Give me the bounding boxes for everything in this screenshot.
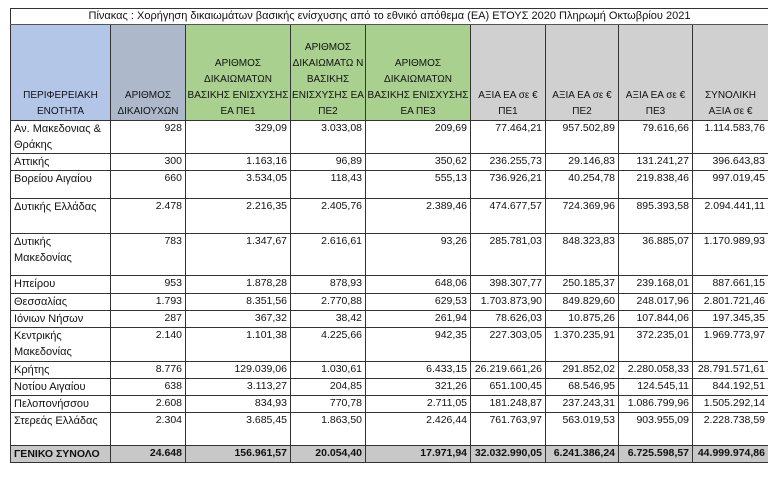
cell-value: 1.114.583,76	[693, 121, 768, 154]
total-label: ΓΕΝΙΚΟ ΣΥΝΟΛΟ	[11, 446, 111, 463]
total-value: 24.648	[111, 446, 186, 463]
cell-value: 8.776	[111, 362, 186, 379]
cell-value: 219.838,46	[619, 171, 693, 199]
cell-value: 2.228.738,59	[693, 413, 768, 446]
cell-value: 648,06	[366, 276, 471, 294]
title-row	[11, 9, 768, 25]
cell-value: 957.502,89	[546, 121, 619, 154]
header-row	[11, 25, 768, 121]
cell-value: 124.545,11	[619, 379, 693, 396]
cell-value: 761.763,97	[471, 413, 546, 446]
total-value: 6.725.598,57	[619, 446, 693, 463]
table-row	[11, 413, 768, 446]
cell-value: 638	[111, 379, 186, 396]
region-name: Αττικής	[11, 154, 111, 171]
cell-value: 563.019,53	[546, 413, 619, 446]
cell-value: 10.875,26	[546, 311, 619, 328]
cell-value: 321,26	[366, 379, 471, 396]
cell-value: 2.616,61	[291, 234, 366, 276]
cell-value: 1.863,50	[291, 413, 366, 446]
cell-value: 2.801.721,46	[693, 294, 768, 311]
cell-value: 849.829,60	[546, 294, 619, 311]
cell-value: 26.219.661,26	[471, 362, 546, 379]
cell-value: 28.791.571,61	[693, 362, 768, 379]
cell-value: 2.280.058,33	[619, 362, 693, 379]
cell-value: 38,42	[291, 311, 366, 328]
cell-value: 329,09	[186, 121, 291, 154]
cell-value: 372.235,01	[619, 328, 693, 362]
cell-value: 77.464,21	[471, 121, 546, 154]
cell-value: 2.389,46	[366, 199, 471, 234]
cell-value: 68.546,95	[546, 379, 619, 396]
cell-value: 887.661,15	[693, 276, 768, 294]
header-total-value: ΣΥΝΟΛΙΚΗ ΑΞΙΑ σε €	[693, 25, 768, 121]
cell-value: 3.113,27	[186, 379, 291, 396]
table-row	[11, 311, 768, 328]
cell-value: 209,69	[366, 121, 471, 154]
header-beneficiaries: ΑΡΙΘΜΟΣ ΔΙΚΑΙΟΥΧΩΝ	[111, 25, 186, 121]
cell-value: 4.225,66	[291, 328, 366, 362]
table-row	[11, 276, 768, 294]
cell-value: 997.019,45	[693, 171, 768, 199]
cell-value: 2.405,76	[291, 199, 366, 234]
total-value: 17.971,94	[366, 446, 471, 463]
region-name: Αν. Μακεδονιας & Θράκης	[11, 121, 111, 154]
region-name: Κεντρικής Μακεδονίας	[11, 328, 111, 362]
region-name: Στερεάς Ελλάδας	[11, 413, 111, 446]
cell-value: 107.844,06	[619, 311, 693, 328]
cell-value: 285.781,03	[471, 234, 546, 276]
cell-value: 903.955,09	[619, 413, 693, 446]
cell-value: 129.039,06	[186, 362, 291, 379]
region-name: Κρήτης	[11, 362, 111, 379]
table-row	[11, 362, 768, 379]
cell-value: 131.241,27	[619, 154, 693, 171]
cell-value: 834,93	[186, 396, 291, 413]
region-name: Θεσσαλίας	[11, 294, 111, 311]
table-row	[11, 328, 768, 362]
cell-value: 1.347,67	[186, 234, 291, 276]
cell-value: 8.351,56	[186, 294, 291, 311]
cell-value: 2.478	[111, 199, 186, 234]
cell-value: 3.685,45	[186, 413, 291, 446]
rights-allocation-table	[10, 8, 768, 463]
cell-value: 1.878,28	[186, 276, 291, 294]
table-row	[11, 199, 768, 234]
cell-value: 2.094.441,11	[693, 199, 768, 234]
header-value-pe1: ΑΞΙΑ ΕΑ σε € ΠΕ1	[471, 25, 546, 121]
cell-value: 239.168,01	[619, 276, 693, 294]
total-value: 20.054,40	[291, 446, 366, 463]
total-row	[11, 446, 768, 463]
cell-value: 396.643,83	[693, 154, 768, 171]
total-value: 6.241.386,24	[546, 446, 619, 463]
cell-value: 942,35	[366, 328, 471, 362]
cell-value: 2.216,35	[186, 199, 291, 234]
cell-value: 953	[111, 276, 186, 294]
cell-value: 1.163,16	[186, 154, 291, 171]
total-value: 32.032.990,05	[471, 446, 546, 463]
cell-value: 197.345,35	[693, 311, 768, 328]
cell-value: 261,94	[366, 311, 471, 328]
cell-value: 181.248,87	[471, 396, 546, 413]
region-name: Δυτικής Ελλάδας	[11, 199, 111, 234]
cell-value: 770,78	[291, 396, 366, 413]
region-name: Πελοπονήσσου	[11, 396, 111, 413]
table-row	[11, 154, 768, 171]
cell-value: 2.426,44	[366, 413, 471, 446]
table-row	[11, 379, 768, 396]
cell-value: 237.243,31	[546, 396, 619, 413]
cell-value: 6.433,15	[366, 362, 471, 379]
cell-value: 651.100,45	[471, 379, 546, 396]
header-value-pe2: ΑΞΙΑ ΕΑ σε € ΠΕ2	[546, 25, 619, 121]
region-name: Ιόνιων Νήσων	[11, 311, 111, 328]
cell-value: 724.369,96	[546, 199, 619, 234]
header-region: ΠΕΡΙΦΕΡΕΙΑΚΗ ΕΝΟΤΗΤΑ	[11, 25, 111, 121]
cell-value: 36.885,07	[619, 234, 693, 276]
cell-value: 3.534,05	[186, 171, 291, 199]
total-value: 44.999.974,86	[693, 446, 768, 463]
cell-value: 1.170.989,93	[693, 234, 768, 276]
header-rights-pe3: ΑΡΙΘΜΟΣ ΔΙΚΑΙΩΜΑΤΩΝ ΒΑΣΙΚΗΣ ΕΝΙΣΧΥΣΗΣ ΕΑ ΠΕ3	[366, 25, 471, 121]
total-value: 156.961,57	[186, 446, 291, 463]
cell-value: 895.393,58	[619, 199, 693, 234]
region-name: Ηπείρου	[11, 276, 111, 294]
cell-value: 398.307,77	[471, 276, 546, 294]
cell-value: 2.304	[111, 413, 186, 446]
cell-value: 1.370.235,91	[546, 328, 619, 362]
cell-value: 96,89	[291, 154, 366, 171]
cell-value: 227.303,05	[471, 328, 546, 362]
cell-value: 1.969.773,97	[693, 328, 768, 362]
header-rights-pe1: ΑΡΙΘΜΟΣ ΔΙΚΑΙΩΜΑΤΩΝ ΒΑΣΙΚΗΣ ΕΝΙΣΧΥΣΗΣ ΕΑ ΠΕ1	[186, 25, 291, 121]
cell-value: 555,13	[366, 171, 471, 199]
cell-value: 660	[111, 171, 186, 199]
cell-value: 291.852,02	[546, 362, 619, 379]
cell-value: 2.711,05	[366, 396, 471, 413]
cell-value: 2.770,88	[291, 294, 366, 311]
cell-value: 2.140	[111, 328, 186, 362]
table-row	[11, 234, 768, 276]
cell-value: 1.703.873,90	[471, 294, 546, 311]
cell-value: 474.677,57	[471, 199, 546, 234]
region-name: Νοτίου Αιγαίου	[11, 379, 111, 396]
cell-value: 93,26	[366, 234, 471, 276]
cell-value: 287	[111, 311, 186, 328]
cell-value: 928	[111, 121, 186, 154]
header-rights-pe2: ΑΡΙΘΜΟΣ ΔΙΚΑΙΩΜΑΤΩ Ν ΒΑΣΙΚΗΣ ΕΝΙΣΧΥΣΗΣ ΕΑ ΠΕ2	[291, 25, 366, 121]
cell-value: 2.608	[111, 396, 186, 413]
cell-value: 367,32	[186, 311, 291, 328]
cell-value: 79.616,66	[619, 121, 693, 154]
table-title: Πίνακας : Χορήγηση δικαιωμάτων βασικής ενίσχυσης από το εθνικό απόθεμα (ΕΑ) ΕΤΟΥΣ 2020 Πληρωμή Οκτωβρίου 2021	[11, 9, 768, 25]
cell-value: 250.185,37	[546, 276, 619, 294]
cell-value: 736.926,21	[471, 171, 546, 199]
cell-value: 300	[111, 154, 186, 171]
cell-value: 848.323,83	[546, 234, 619, 276]
cell-value: 878,93	[291, 276, 366, 294]
region-name: Βορείου Αιγαίου	[11, 171, 111, 199]
cell-value: 204,85	[291, 379, 366, 396]
cell-value: 1.793	[111, 294, 186, 311]
cell-value: 236.255,73	[471, 154, 546, 171]
cell-value: 1.505.292,14	[693, 396, 768, 413]
cell-value: 248.017,96	[619, 294, 693, 311]
table-row	[11, 396, 768, 413]
cell-value: 78.626,03	[471, 311, 546, 328]
cell-value: 3.033,08	[291, 121, 366, 154]
table-row	[11, 294, 768, 311]
table-row	[11, 171, 768, 199]
cell-value: 783	[111, 234, 186, 276]
cell-value: 1.030,61	[291, 362, 366, 379]
cell-value: 29.146,83	[546, 154, 619, 171]
table-row	[11, 121, 768, 154]
cell-value: 118,43	[291, 171, 366, 199]
region-name: Δυτικής Μακεδονίας	[11, 234, 111, 276]
cell-value: 40.254,78	[546, 171, 619, 199]
header-value-pe3: ΑΞΙΑ ΕΑ σε € ΠΕ3	[619, 25, 693, 121]
cell-value: 629,53	[366, 294, 471, 311]
cell-value: 1.086.799,96	[619, 396, 693, 413]
cell-value: 350,62	[366, 154, 471, 171]
cell-value: 844.192,51	[693, 379, 768, 396]
cell-value: 1.101,38	[186, 328, 291, 362]
